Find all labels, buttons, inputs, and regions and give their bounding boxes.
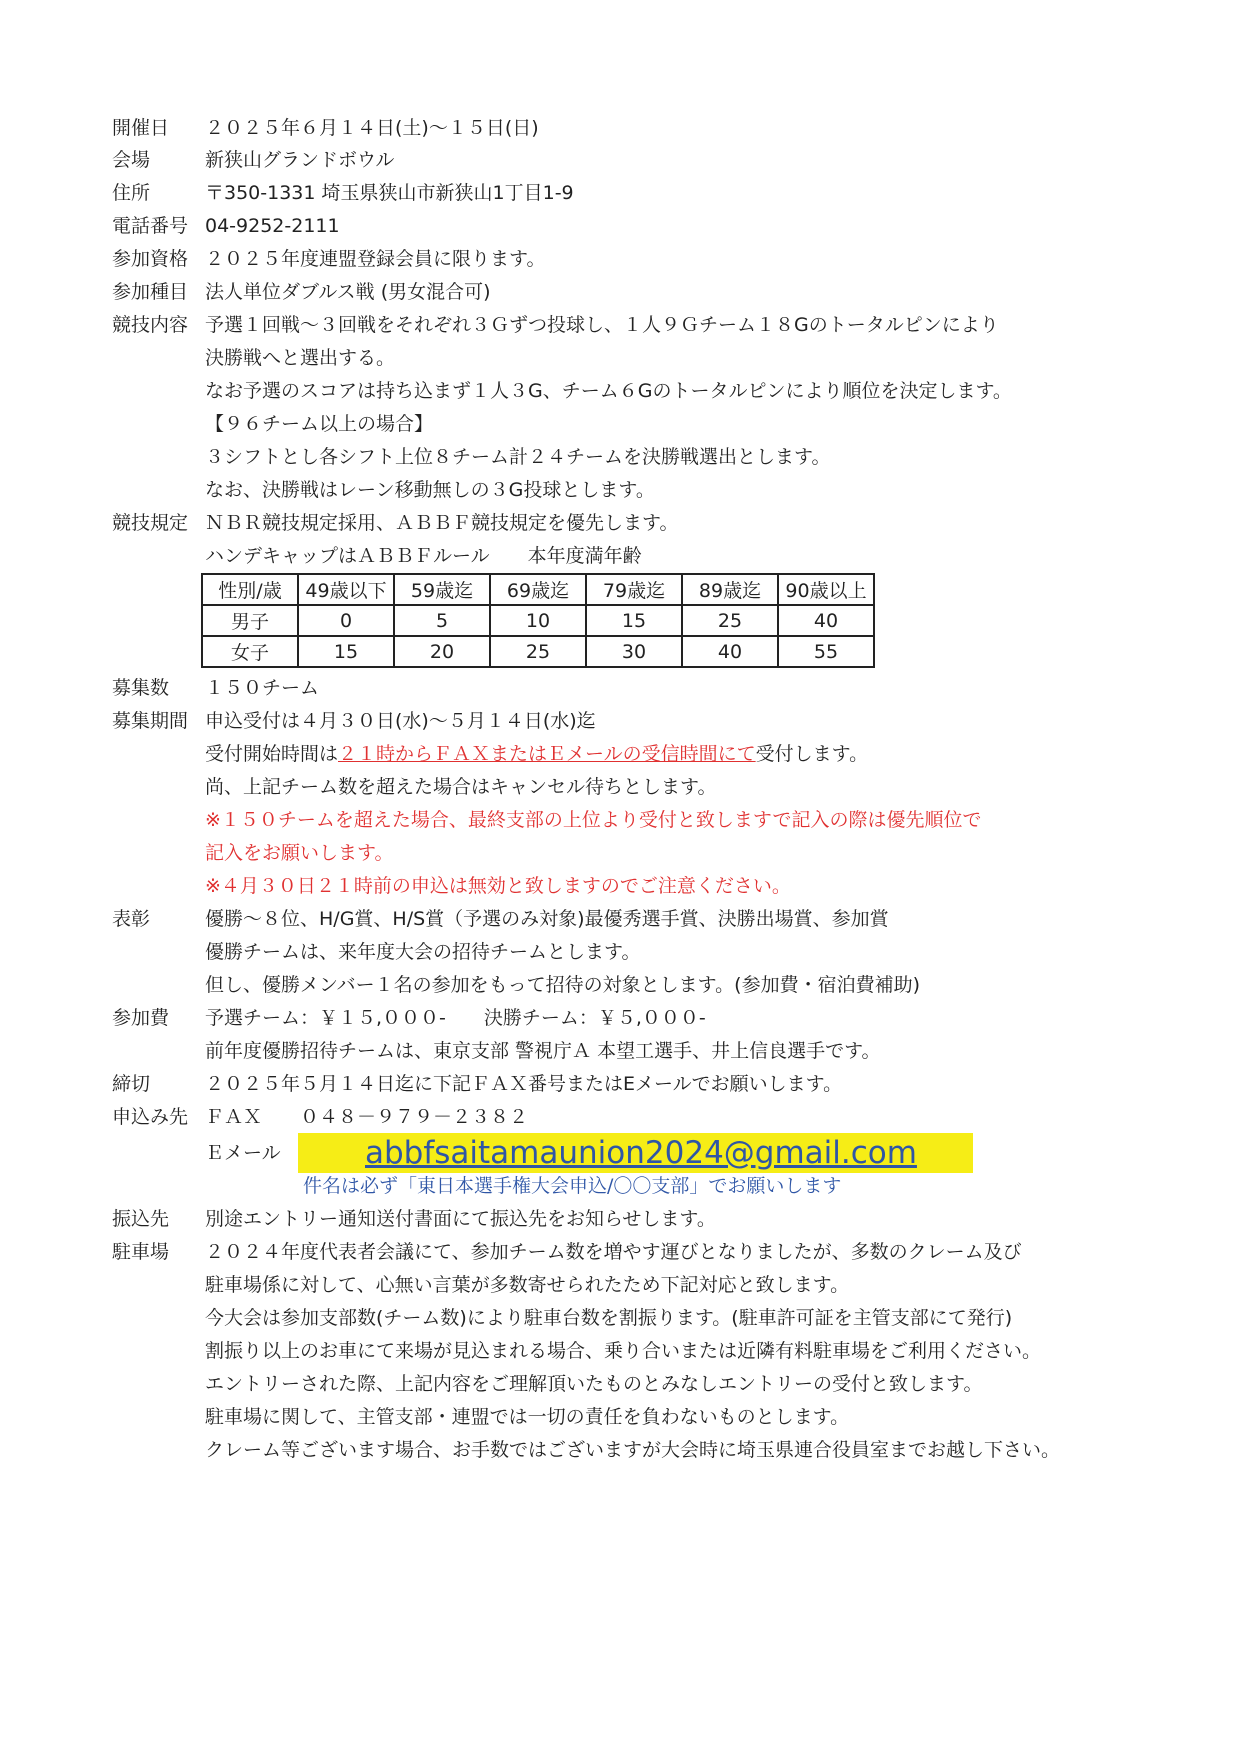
- parking-line: 割振り以上のお車にて来場が見込まれる場合、乗り合いまたは近隣有料駐車場をご利用ください。: [205, 1340, 1042, 1362]
- reception-time-highlight: ２１時からＦＡＸまたはＥメールの受信時間にて: [338, 743, 756, 765]
- email-link[interactable]: abbfsaitamaunion2024@gmail.com: [365, 1135, 917, 1171]
- fee-label: 参加費: [112, 1007, 170, 1029]
- eligibility-value: ２０２５年度連盟登録会員に限ります。: [205, 248, 546, 270]
- fee-row: [0, 1002, 1240, 1035]
- competition-row: [0, 408, 1240, 441]
- parking-line: エントリーされた際、上記内容をご理解頂いたものとみなしエントリーの受付と致します。: [205, 1373, 983, 1395]
- awards-line: 但し、優勝メンバー１名の参加をもって招待の対象とします。(参加費・宿泊費補助): [205, 974, 920, 996]
- awards-row: [0, 903, 1240, 936]
- date-value: ２０２５年６月１４日(土)～１５日(日): [205, 117, 539, 139]
- transfer-value: 別途エントリー通知送付書面にて振込先をお知らせします。: [205, 1208, 716, 1230]
- table-header-cell: 49歳以下: [298, 574, 394, 605]
- table-cell: 30: [586, 636, 682, 667]
- table-cell: 男子: [202, 605, 298, 636]
- table-cell: 10: [490, 605, 586, 636]
- subject-note: 件名は必ず「東日本選手権大会申込/〇〇支部」でお願いします: [303, 1175, 842, 1197]
- parking-line: 駐車場係に対して、心無い言葉が多数寄せられたため下記対応と致します。: [205, 1274, 850, 1296]
- event-type-row: [0, 276, 1240, 309]
- rules-row: [0, 507, 1240, 540]
- fee-row: [0, 1035, 1240, 1068]
- deadline-row: [0, 1068, 1240, 1101]
- apply-row: [0, 1101, 1240, 1134]
- competition-row: [0, 309, 1240, 342]
- address-row: [0, 177, 1240, 210]
- table-cell: 女子: [202, 636, 298, 667]
- apply-label: 申込み先: [112, 1106, 189, 1128]
- phone-label: 電話番号: [112, 215, 189, 237]
- parking-line: ２０２４年度代表者会議にて、参加チーム数を増やす運びとなりましたが、多数のクレーム及び: [205, 1241, 1022, 1263]
- parking-label: 駐車場: [112, 1241, 170, 1263]
- table-cell: 15: [586, 605, 682, 636]
- table-cell: 0: [298, 605, 394, 636]
- awards-line: 優勝チームは、来年度大会の招待チームとします。: [205, 941, 641, 963]
- recruit-period-line: [205, 738, 868, 771]
- venue-value: 新狭山グランドボウル: [205, 149, 395, 171]
- eligibility-row: [0, 243, 1240, 276]
- table-header-cell: 59歳迄: [394, 574, 490, 605]
- venue-label: 会場: [112, 149, 151, 171]
- table-cell: 25: [682, 605, 778, 636]
- venue-row: [0, 144, 1240, 177]
- date-label: 開催日: [112, 117, 170, 139]
- recruit-period-line: 尚、上記チーム数を超えた場合はキャンセル待ちとします。: [205, 776, 717, 798]
- table-header-row: [202, 574, 874, 605]
- recruit-warning-line: ※４月３０日２１時前の申込は無効と致しますのでご注意ください。: [205, 875, 791, 897]
- parking-row: [0, 1434, 1240, 1467]
- parking-line: クレーム等ございます場合、お手数ではございますが大会時に埼玉県連合役員室までお越し下さい。: [205, 1439, 1061, 1461]
- fee-line: 前年度優勝招待チームは、東京支部 警視庁Ａ 本望工選手、井上信良選手です。: [205, 1040, 881, 1062]
- handicap-table: [201, 573, 875, 668]
- recruit-count-value: １５０チーム: [205, 677, 320, 699]
- event-type-value: 法人単位ダブルス戦 (男女混合可): [205, 281, 491, 303]
- recruit-count-label: 募集数: [112, 677, 170, 699]
- table-cell: 40: [682, 636, 778, 667]
- competition-row: [0, 474, 1240, 507]
- table-header-cell: 90歳以上: [778, 574, 874, 605]
- recruit-period-label: 募集期間: [112, 710, 189, 732]
- competition-row: [0, 375, 1240, 408]
- parking-row: [0, 1236, 1240, 1269]
- email-label: Ｅメール: [205, 1142, 281, 1164]
- event-type-label: 参加種目: [112, 281, 189, 303]
- deadline-value: ２０２５年５月１４日迄に下記ＦＡＸ番号またはEメールでお願いします。: [205, 1073, 843, 1095]
- recruit-period-row: [0, 738, 1240, 771]
- table-header-cell: 79歳迄: [586, 574, 682, 605]
- competition-line: 【９６チーム以上の場合】: [205, 413, 434, 435]
- awards-line: 優勝～８位、H/G賞、H/S賞（予選のみ対象)最優秀選手賞、決勝出場賞、参加賞: [205, 908, 889, 930]
- table-cell: 25: [490, 636, 586, 667]
- competition-row: [0, 342, 1240, 375]
- awards-row: [0, 936, 1240, 969]
- transfer-label: 振込先: [112, 1208, 170, 1230]
- recruit-count-row: [0, 672, 1240, 705]
- parking-row: [0, 1335, 1240, 1368]
- rules-label: 競技規定: [112, 512, 189, 534]
- fax-number: ＦＡＸ ０４８－９７９－２３８２: [205, 1106, 529, 1128]
- competition-label: 競技内容: [112, 314, 189, 336]
- table-row: [202, 636, 874, 667]
- competition-line: 決勝戦へと選出する。: [205, 347, 396, 369]
- deadline-label: 締切: [112, 1073, 151, 1095]
- recruit-period-row: [0, 837, 1240, 870]
- table-cell: 40: [778, 605, 874, 636]
- phone-row: [0, 210, 1240, 243]
- parking-line: 駐車場に関して、主管支部・連盟では一切の責任を負わないものとします。: [205, 1406, 850, 1428]
- table-cell: 55: [778, 636, 874, 667]
- recruit-period-row: [0, 804, 1240, 837]
- rules-line: ＮＢＲ競技規定採用、ＡＢＢＦ競技規定を優先します。: [205, 512, 679, 534]
- recruit-warning-line: 記入をお願いします。: [205, 842, 394, 864]
- subject-note-row: [0, 1170, 1240, 1203]
- rules-row: [0, 540, 1240, 573]
- table-header-cell: 89歳迄: [682, 574, 778, 605]
- table-cell: 5: [394, 605, 490, 636]
- competition-row: [0, 441, 1240, 474]
- address-label: 住所: [112, 182, 151, 204]
- table-header-cell: 性別/歳: [202, 574, 298, 605]
- parking-line: 今大会は参加支部数(チーム数)により駐車台数を割振ります。(駐車許可証を主管支部にて発行): [205, 1307, 1013, 1329]
- address-value: 〒350-1331 埼玉県狭山市新狭山1丁目1-9: [205, 182, 574, 204]
- eligibility-label: 参加資格: [112, 248, 189, 270]
- parking-row: [0, 1302, 1240, 1335]
- reception-time-suffix: 受付します。: [755, 743, 869, 765]
- recruit-period-row: [0, 705, 1240, 738]
- table-cell: 20: [394, 636, 490, 667]
- parking-row: [0, 1401, 1240, 1434]
- recruit-period-line: 申込受付は４月３０日(水)～５月１４日(水)迄: [205, 710, 596, 732]
- recruit-warning-line: ※１５０チームを超えた場合、最終支部の上位より受付と致しますで記入の際は優先順位で: [205, 809, 982, 831]
- phone-value: 04-9252-2111: [205, 215, 340, 237]
- competition-line: 予選１回戦～３回戦をそれぞれ３Ｇずつ投球し、１人９Ｇチーム１８Gのトータルピンにより: [205, 314, 999, 336]
- fee-line: 予選チーム：￥１５,０００- 決勝チーム：￥５,０００-: [205, 1007, 706, 1029]
- table-row: [202, 605, 874, 636]
- date-row: [0, 112, 1240, 145]
- parking-row: [0, 1368, 1240, 1401]
- reception-time-prefix: 受付開始時間は: [205, 743, 339, 765]
- competition-line: なお予選のスコアは持ち込まず１人３G、チーム６Gのトータルピンにより順位を決定します。: [205, 380, 1012, 402]
- awards-row: [0, 969, 1240, 1002]
- parking-row: [0, 1269, 1240, 1302]
- table-cell: 15: [298, 636, 394, 667]
- rules-line: ハンデキャップはＡＢＢＦルール 本年度満年齢: [205, 545, 642, 567]
- recruit-period-row: [0, 771, 1240, 804]
- transfer-row: [0, 1203, 1240, 1236]
- competition-line: ３シフトとし各シフト上位８チーム計２４チームを決勝戦選出とします。: [205, 446, 831, 468]
- table-header-cell: 69歳迄: [490, 574, 586, 605]
- recruit-period-row: [0, 870, 1240, 903]
- awards-label: 表彰: [112, 908, 151, 930]
- competition-line: なお、決勝戦はレーン移動無しの３G投球とします。: [205, 479, 655, 501]
